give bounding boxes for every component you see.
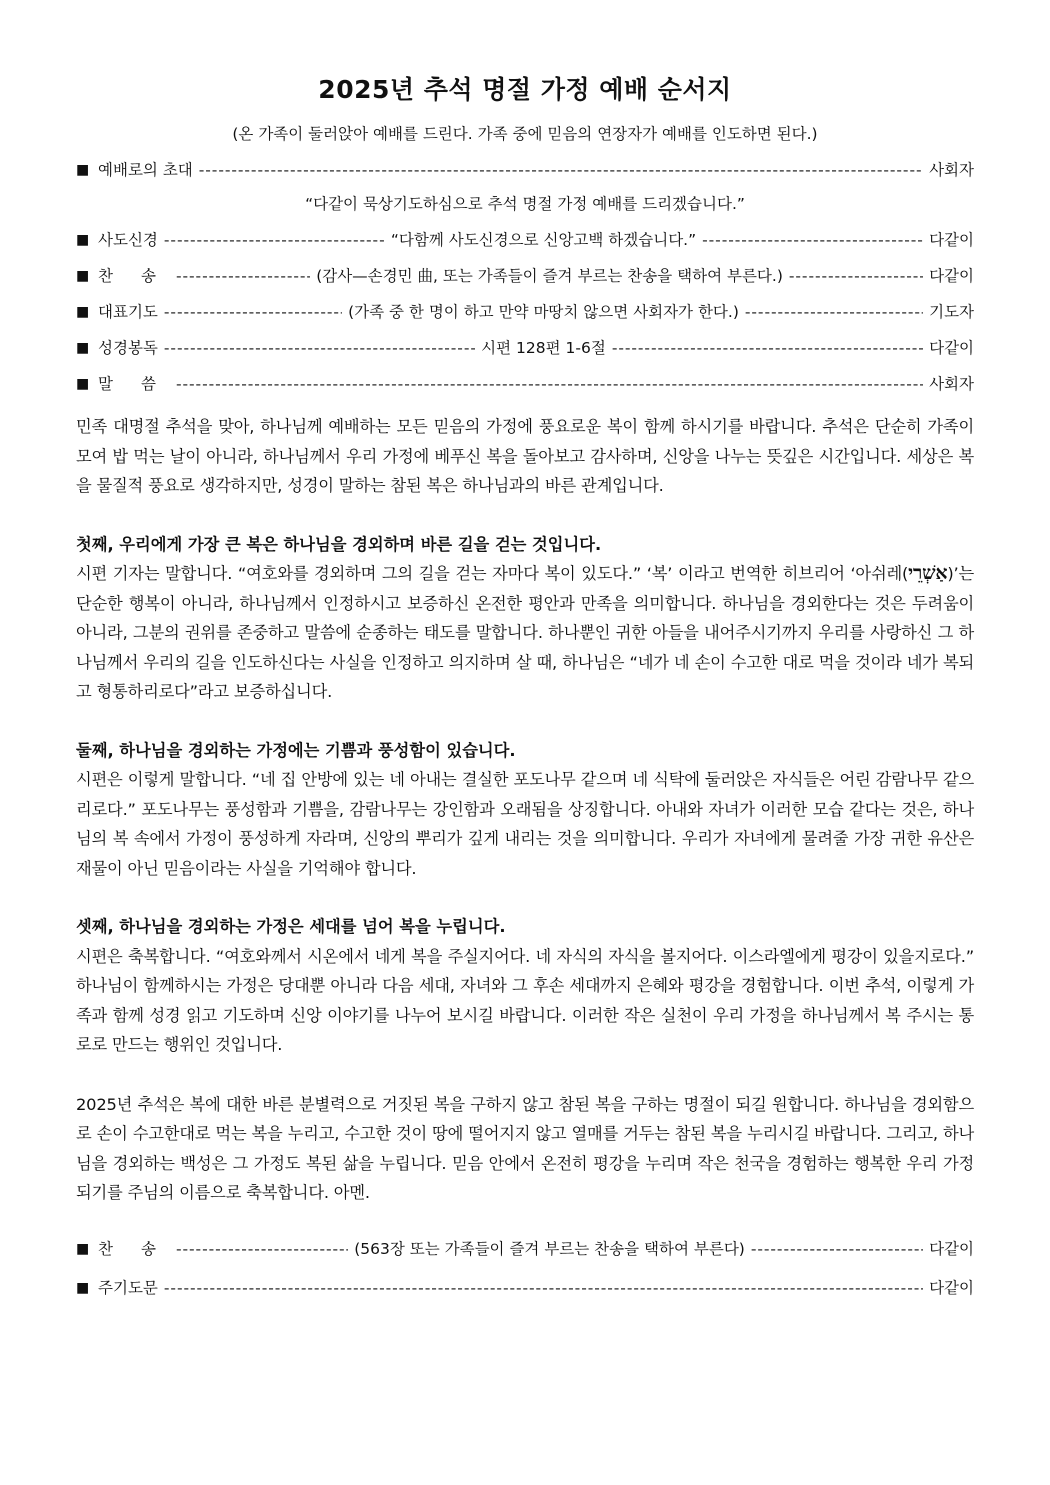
order-item-description: (감사—손경민 曲, 또는 가족들이 즐겨 부르는 찬송을 택하여 부른다.)	[316, 267, 783, 285]
dotted-leader	[751, 1237, 923, 1261]
order-item-role: 다같이	[929, 231, 974, 249]
order-item-role: 사회자	[929, 161, 974, 179]
invitation-line: “다같이 묵상기도하심으로 추석 명절 가정 예배를 드리겠습니다.”	[305, 195, 745, 213]
section-heading: 첫째, 우리에게 가장 큰 복은 하나님을 경외하며 바른 길을 걷는 것입니다.	[76, 534, 602, 554]
dotted-leader	[745, 300, 923, 324]
section-body-text: 시편 기자는 말합니다. “여호와를 경외하며 그의 길을 걷는 자마다 복이 있도다.” ‘복’ 이라고 번역한 히브리어 ‘아쉬레(	[76, 564, 909, 583]
order-item-lords-prayer	[76, 1276, 974, 1300]
closing-paragraph: 2025년 추석은 복에 대한 바른 분별력으로 거짓된 복을 구하지 않고 참된 복을 구하는 명절이 되길 원합니다. 하나님을 경외함으로 손이 수고한대로 먹는 복을 누리고, 수고한 것이 땅에 떨어지지 않고 열매를 거두는 참된 복을 누리시길 바랍니다. 그리고, 하나님을 경외하는 백성은 그 가정도 복된 삶을 누립니다. 믿음 안에서 온전히 평강을 누리며 작은 천국을 경험하는 행복한 우리 가정 되기를 주님의 이름으로 축복합니다. 아멘.	[76, 1094, 974, 1202]
dotted-leader	[164, 336, 475, 360]
order-item-label: 찬송	[98, 1239, 184, 1258]
dotted-leader	[702, 228, 923, 252]
dotted-leader	[176, 1237, 348, 1261]
section-heading: 둘째, 하나님을 경외하는 가정에는 기쁨과 풍성함이 있습니다.	[76, 740, 516, 760]
square-bullet-icon: ■	[76, 232, 90, 248]
order-item-role: 다같이	[929, 1239, 974, 1258]
order-item-label: 대표기도	[98, 303, 158, 321]
section-body	[76, 559, 974, 707]
dotted-leader	[164, 300, 342, 324]
page-subtitle: (온 가족이 둘러앉아 예배를 드린다. 가족 중에 믿음의 연장자가 예배를 인도하면 된다.)	[232, 125, 818, 143]
order-item-role: 다같이	[929, 1278, 974, 1297]
order-item-hymn	[76, 264, 974, 288]
dotted-leader	[164, 228, 385, 252]
section-heading: 셋째, 하나님을 경외하는 가정은 세대를 넘어 복을 누립니다.	[76, 917, 506, 936]
order-item-role: 사회자	[929, 375, 974, 393]
order-item-description: (가족 중 한 명이 하고 만약 마땅치 않으면 사회자가 한다.)	[348, 303, 739, 321]
section-body: 시편은 축복합니다. “여호와께서 시온에서 네게 복을 주실지어다. 네 자식의 자식을 볼지어다. 이스라엘에게 평강이 있을지로다.” 하나님이 함께하시는 가정은 당대뿐 아니라 다음 세대, 자녀와 그 후손 세대까지 은혜와 평강을 경험합니다. 이번 추석, 이렇게 가족과 함께 성경 읽고 기도하며 신앙 이야기를 나누어 보시길 바랍니다. 이러한 작은 실천이 우리 가정을 하나님께서 복 주시는 통로로 만드는 행위인 것입니다.	[76, 946, 974, 1054]
order-item-role: 다같이	[929, 267, 974, 285]
order-item-closing-hymn	[76, 1237, 974, 1261]
order-item-creed	[76, 228, 974, 252]
hebrew-word: אַשְׁרֵי	[908, 562, 948, 584]
order-item-label: 사도신경	[98, 231, 158, 249]
dotted-leader	[176, 372, 923, 396]
dotted-leader	[176, 264, 310, 288]
order-item-label: 말씀	[98, 375, 184, 393]
order-item-description: “다함께 사도신경으로 신앙고백 하겠습니다.”	[390, 231, 697, 249]
section-body: 시편은 이렇게 말합니다. “네 집 안방에 있는 네 아내는 결실한 포도나무 같으며 네 식탁에 둘러앉은 자식들은 어린 감람나무 같으리로다.” 포도나무는 풍성함과 기쁨을, 감람나무는 강인함과 오래됨을 상징합니다. 아내와 자녀가 이러한 모습 같다는 것은, 하나님의 복 속에서 가정이 풍성하게 자라며, 신앙의 뿌리가 깊게 내리는 것을 의미합니다. 우리가 자녀에게 물려줄 가장 귀한 유산은 재물이 아닌 믿음이라는 사실을 기억해야 합니다.	[76, 770, 974, 878]
order-item-description: 시편 128편 1-6절	[481, 339, 606, 357]
order-item-role: 기도자	[929, 303, 975, 321]
square-bullet-icon: ■	[76, 268, 90, 284]
worship-order-page	[76, 0, 974, 1300]
section-body-text: )’는 단순한 행복이 아니라, 하나님께서 인정하시고 보증하신 온전한 평안과 만족을 의미합니다. 하나님을 경외한다는 것은 두려움이 아니라, 그분의 권위를 존중하고 말씀에 순종하는 태도를 말합니다. 하나뿐인 귀한 아들을 내어주시기까지 우리를 사랑하신 그 하나님께서 우리의 길을 인도하신다는 사실을 인정하고 의지하며 살 때, 하나님은 “네가 네 손이 수고한 대로 먹을 것이라 네가 복되고 형통하리로다”라고 보증하십니다.	[76, 564, 974, 701]
square-bullet-icon: ■	[76, 162, 90, 178]
order-item-prayer	[76, 300, 974, 324]
square-bullet-icon: ■	[76, 304, 90, 320]
dotted-leader	[612, 336, 923, 360]
square-bullet-icon: ■	[76, 1279, 90, 1296]
order-item-label: 주기도문	[98, 1278, 158, 1297]
order-item-label: 성경봉독	[98, 339, 158, 357]
page-title: 2025년 추석 명절 가정 예배 순서지	[318, 75, 732, 104]
dotted-leader	[164, 1276, 923, 1300]
order-item-label: 찬송	[98, 267, 184, 285]
square-bullet-icon: ■	[76, 376, 90, 392]
order-item-description: (563장 또는 가족들이 즐겨 부르는 찬송을 택하여 부른다)	[354, 1239, 745, 1258]
order-item-role: 다같이	[929, 339, 975, 357]
order-item-label: 예배로의 초대	[98, 161, 193, 179]
order-item-invitation	[76, 158, 974, 182]
dotted-leader	[789, 264, 923, 288]
intro-paragraph: 민족 대명절 추석을 맞아, 하나님께 예배하는 모든 믿음의 가정에 풍요로운 복이 함께 하시기를 바랍니다. 추석은 단순히 가족이 모여 밥 먹는 날이 아니라, 하나님께서 우리 가정에 베푸신 복을 돌아보고 감사하며, 신앙을 나누는 뜻깊은 시간입니다. 세상은 복을 물질적 풍요로 생각하지만, 성경이 말하는 참된 복은 하나님과의 바른 관계입니다.	[76, 417, 974, 495]
square-bullet-icon: ■	[76, 340, 90, 356]
order-item-scripture	[76, 336, 974, 360]
order-item-sermon	[76, 372, 974, 396]
dotted-leader	[199, 158, 923, 182]
square-bullet-icon: ■	[76, 1240, 90, 1257]
